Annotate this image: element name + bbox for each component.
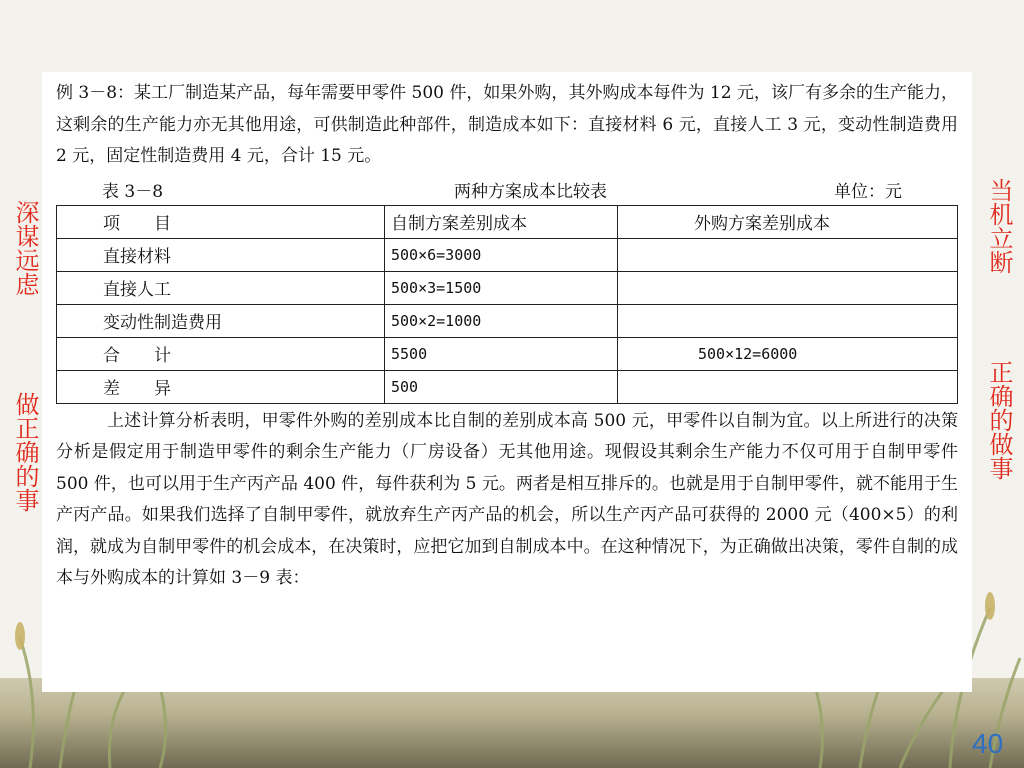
table-row [57, 238, 958, 271]
side-slogan-left-top: 深谋远虑 [11, 200, 39, 296]
table-row [57, 337, 958, 370]
row-label: 差 异 [57, 370, 385, 403]
row-buy-value [618, 370, 958, 403]
document-panel [42, 72, 972, 692]
table-title: 两种方案成本比较表 [454, 181, 607, 202]
row-make-value: 500×6=3000 [385, 238, 618, 271]
row-make-value: 5500 [385, 337, 618, 370]
side-slogan-right-top: 当机立断 [985, 178, 1013, 274]
row-buy-value: 500×12=6000 [618, 337, 958, 370]
row-label: 直接材料 [57, 238, 385, 271]
table-row [57, 271, 958, 304]
table-row [57, 370, 958, 403]
row-make-value: 500 [385, 370, 618, 403]
row-label: 变动性制造费用 [57, 304, 385, 337]
row-buy-value [618, 238, 958, 271]
table-unit: 单位：元 [834, 181, 902, 202]
conclusion-paragraph: 上述计算分析表明，甲零件外购的差别成本比自制的差别成本高 500 元，甲零件以自制为宜。以上所进行的决策分析是假定用于制造甲零件的剩余生产能力（厂房设备）无其他用途。现假设其剩余生产能力不仅可用于自制甲零件 500 件，也可以用于生产丙产品 400 件，每件获利为 5 元。两者是相互排斥的。也就是用于自制甲零件，就不能用于生产丙产品。如果我们选择了自制甲零件，就放弃生产丙产品的机会，所以生产丙产品可获得的 2000 元（400×5）的利润，就成为自制甲零件的机会成本，在决策时，应把它加到自制成本中。在这种情况下，为正确做出决策，零件自制的成本与外购成本的计算如 3－9 表： [56, 410, 958, 588]
row-buy-value [618, 304, 958, 337]
cost-comparison-table [56, 205, 958, 404]
side-slogan-right-bottom: 正确的做事 [985, 360, 1013, 480]
row-make-value: 500×2=1000 [385, 304, 618, 337]
header-make-cost: 自制方案差别成本 [385, 205, 618, 238]
row-label: 直接人工 [57, 271, 385, 304]
intro-paragraph: 例 3－8：某工厂制造某产品，每年需要甲零件 500 件，如果外购，其外购成本每件为 12 元，该厂有多余的生产能力，这剩余的生产能力亦无其他用途，可供制造此种部件，制造成本如下：直接材料 6 元，直接人工 3 元，变动性制造费用 2 元，固定性制造费用 4 元，合计 15 元。 [56, 83, 958, 166]
row-buy-value [618, 271, 958, 304]
side-slogan-left-bottom: 做正确的事 [11, 392, 39, 512]
table-caption [56, 173, 958, 205]
table-header-row [57, 205, 958, 238]
header-item: 项 目 [57, 205, 385, 238]
row-make-value: 500×3=1500 [385, 271, 618, 304]
table-number: 表 3－8 [102, 181, 164, 202]
page-number: 40 [972, 728, 1004, 759]
header-buy-cost: 外购方案差别成本 [618, 205, 958, 238]
table-row [57, 304, 958, 337]
row-label: 合 计 [57, 337, 385, 370]
